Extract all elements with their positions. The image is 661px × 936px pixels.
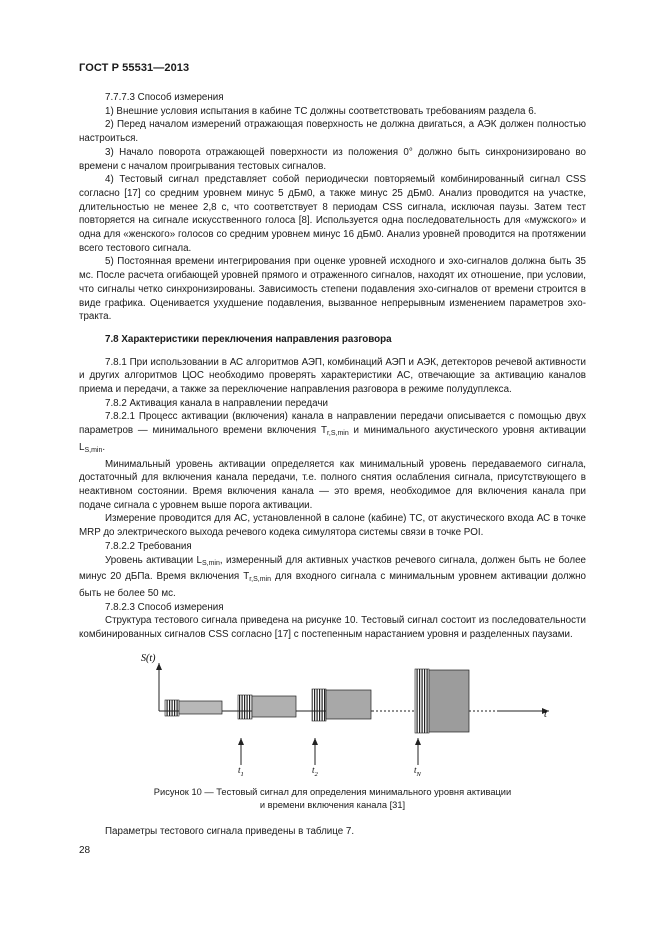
paragraph: Структура тестового сигнала приведена на рисунке 10. Тестовый сигнал состоит из последовательности комбинированных сигналов CSS согласно [17] с постепенным нарастанием уровня и разделенных паузами. [79,615,586,641]
marker-1-label: $t_1$ [238,765,244,778]
caption-line-2: и времени включения канала [31] [259,800,406,810]
signal-diagram [79,645,586,785]
paragraph: 4) Тестовый сигнал представляет собой периодически повторяемый комбинированный сигнал CSS согласно [17] со средним уровнем минус 5 дБм0, а также минус 25 дБм0. Анализ проводится на участке, длительностью не менее 2,8 с, что соответствует 8 периодам CSS сигнала, исключая паузы. Затем тест повторяется на сигнале искусственного голоса [8]. Используется одна последовательность для «мужского» и одна для «женского» голосов со средним уровнем минус 16 дБм0. Анализ уровней проводится на протяжении всего тестового сигнала. [79,174,586,254]
section-782-title: 7.8.2 Активация канала в направлении передачи [105,397,328,409]
figure-10 [79,645,586,785]
paragraph: 5) Постоянная времени интегрирования при оценке уровней исходного и эхо-сигналов должна быть 35 мс. После расчета огибающей уровней прямого и отраженного сигналов, находят их отношение, при условии, что сигналы четко синхронизированы. Зависимость степени подавления эхо-сигналов от времени строится в виде графика. Оценивается ухудшение подавления, вызванное непрерывным изменением параметров эхо-тракта. [79,256,586,323]
paragraph: 7.8.1 При использовании в АС алгоритмов АЭП, комбинаций АЭП и АЭК, детекторов речевой активности и других алгоритмов ЦОС необходимо проверять характеристики АС, отвечающие за активацию каналов приема и передачи, а также за переключение направления разговора в режиме полудуплекса. [79,356,586,396]
burst-2-body [252,696,296,717]
burst-1-body [179,701,222,714]
paragraph: Уровень активации $L_{S,min}$, измеренный для активных участков речевого сигнала, должен быть не более минус 20 дБПа. Время включения $T_{r,S,min}$ для входного сигнала с минимальным уровнем активации должно быть не более 50 мс. [79,554,586,599]
document-body [79,91,586,642]
marker-2-label: $t_2$ [312,765,318,778]
paragraph: 1) Внешние условия испытания в кабине ТС должны соответствовать требованиям раздела 6. [105,105,537,117]
paragraph: 3) Начало поворота отражающей поверхности из положения 0° должно быть синхронизировано во времени с началом проигрывания тестовых сигналов. [79,146,586,172]
x-axis-label: t [544,709,547,720]
page-number: 28 [79,845,91,856]
paragraph: Измерение проводится для АС, установленной в салоне (кабине) ТС, от акустического входа АС в точке MRP до электрического выхода речевого кодека симулятора системы связи в точке POI. [79,513,586,539]
document-header: ГОСТ Р 55531—2013 [79,62,190,74]
section-7823-title: 7.8.2.3 Способ измерения [105,601,224,613]
section-7773-title: 7.7.7.3 Способ измерения [105,92,224,103]
caption-line-1: Рисунок 10 — Тестовый сигнал для определения минимального уровня активации [153,787,512,797]
after-figure-text: Параметры тестового сигнала приведены в таблице 7. [105,826,355,837]
burst-n-body [429,670,469,732]
burst-3-hatch [312,689,326,721]
burst-3-body [326,690,371,719]
paragraph: Минимальный уровень активации определяется как минимальный уровень передаваемого сигнала, достаточный для включения канала передачи, т.е. полного снятия ослабления сигнала, присутствующего в неактивном состоянии. Время включения канала — это время, необходимое для включения канала при подаче сигнала с уровнем выше порога активации. [79,458,586,511]
burst-1-hatch [165,700,179,716]
burst-n-hatch [415,669,429,733]
y-axis-label: S(t) [141,653,156,664]
burst-2-hatch [238,695,252,719]
marker-n-label: $t_N$ [414,765,421,778]
paragraph: 7.8.2.1 Процесс активации (включения) канала в направлении передачи описывается с помощью двух параметров — минимального времени включения $T_{r,S,min}$ и минимального акустического уровня активации $L_{S,min}$. [79,411,586,454]
section-7822-title: 7.8.2.2 Требования [105,540,192,552]
paragraph: 2) Перед началом измерений отражающая поверхность не должна двигаться, а АЭК должен полностью настроиться. [79,119,586,145]
figure-caption [79,786,586,812]
section-78-heading: 7.8 Характеристики переключения направления разговора [105,333,392,345]
